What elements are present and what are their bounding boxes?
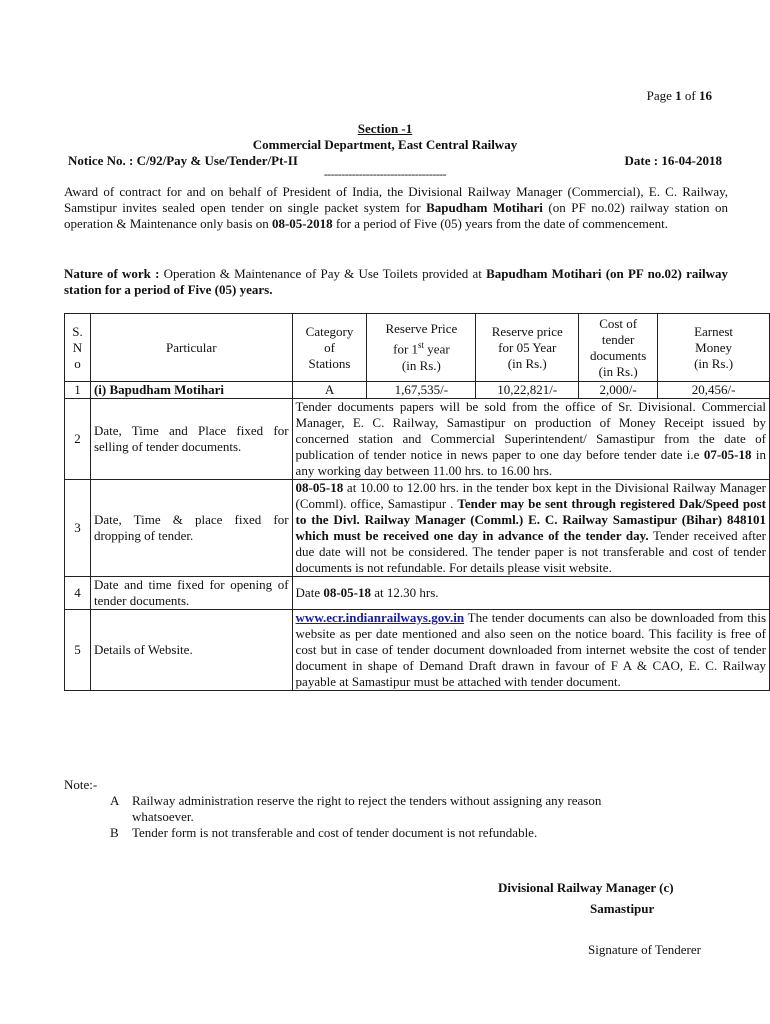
signatory-place: Samastipur	[590, 901, 655, 916]
page-number: Page 1 of 16	[646, 88, 712, 103]
opening-details: Date 08-05-18 at 12.30 hrs.	[292, 577, 769, 610]
table-row: 1 (i) Bapudham Motihari A 1,67,535/- 10,22,821/- 2,000/- 20,456/-	[65, 382, 770, 399]
table-row: 4 Date and time fixed for opening of tender documents. Date 08-05-18 at 12.30 hrs.	[65, 577, 770, 610]
dropping-details: 08-05-18 at 10.00 to 12.00 hrs. in the tender box kept in the Divisional Railway Manager (Comml). office, Samastipur . Tender may be sent through registered Dak/Speed post to the Divl. Railway Manager (Comml.) E. C. Railway Samastipur (Bihar) 848101 which must be received one day in advance of the tender day. Tender received after due date will not be considered. The tender paper is not transferable and cost of tender documents is not refundable. For details please visit website.	[292, 480, 769, 577]
header-sno: S. N o	[65, 314, 91, 382]
table-row: 5 Details of Website. www.ecr.indianrailways.gov.in The tender documents can also be downloaded from this website as per date mentioned and also seen on the notice board. This facility is free of cost but in case of tender document downloaded from internet website the cost of tender document in shape of Demand Draft drawn in favour of F A & CAO, E. C. Railway payable at Samastipur must be attached with tender document.	[65, 610, 770, 691]
header-particular: Particular	[90, 314, 292, 382]
cost-value: 2,000/-	[579, 382, 658, 399]
notice-number: Notice No. : C/92/Pay & Use/Tender/Pt-II	[68, 153, 298, 168]
tenderer-signature: Signature of Tenderer	[588, 942, 701, 957]
website-details: www.ecr.indianrailways.gov.in The tender documents can also be downloaded from this website as per date mentioned and also seen on the notice board. This facility is free of cost but in case of tender document downloaded from internet website the cost of tender document in shape of Demand Draft drawn in favour of F A & CAO, E. C. Railway payable at Samastipur must be attached with tender document.	[292, 610, 769, 691]
note-a: A Railway administration reserve the right to reject the tenders without assigning any reason	[110, 793, 602, 808]
header-reserve-1yr: Reserve Price for 1st year (in Rs.)	[367, 314, 476, 382]
section-title: Section -1	[357, 121, 413, 136]
header-divider: -----------------------------------	[323, 167, 447, 181]
category-value: A	[292, 382, 367, 399]
tender-table	[64, 313, 770, 691]
notice-date: Date : 16-04-2018	[624, 153, 722, 168]
station-name: (i) Bapudham Motihari	[90, 382, 292, 399]
header-earnest: Earnest Money (in Rs.)	[658, 314, 770, 382]
header-cost: Cost of tender documents (in Rs.)	[579, 314, 658, 382]
department-title: Commercial Department, East Central Railway	[252, 137, 518, 152]
nature-of-work: Nature of work : Operation & Maintenance of Pay & Use Toilets provided at Bapudham Motihari (on PF no.02) railway station for a period of Five (05) years.	[64, 266, 728, 297]
header-reserve-5yr: Reserve price for 05 Year (in Rs.)	[476, 314, 579, 382]
table-row: 3 Date, Time & place fixed for dropping of tender. 08-05-18 at 10.00 to 12.00 hrs. in the tender box kept in the Divisional Railway Manager (Comml). office, Samastipur . Tender may be sent through registered Dak/Speed post to the Divl. Railway Manager (Comml.) E. C. Railway Samastipur (Bihar) 848101 which must be received one day in advance of the tender day. Tender received after due date will not be considered. The tender paper is not transferable and cost of tender documents is not refundable. For details please visit website.	[65, 480, 770, 577]
table-header-row	[65, 314, 770, 382]
selling-details: Tender documents papers will be sold from the office of Sr. Divisional. Commercial Manager, E. C. Railway, Samastipur on production of Money Receipt issued by concerned station and Commercial Superintendent/ Samastipur from the date of publication of tender notice in news paper to one day before tender date i.e 07-05-18 in any working day between 11.00 hrs. to 16.00 hrs.	[292, 399, 769, 480]
signatory-title: Divisional Railway Manager (c)	[498, 880, 674, 895]
earnest-value: 20,456/-	[658, 382, 770, 399]
reserve-1yr-value: 1,67,535/-	[367, 382, 476, 399]
notes-section: Note:- A Railway administration reserve the right to reject the tenders without assigning any reason whatsoever. B Tender form is not transferable and cost of tender document is not refundable.	[64, 777, 744, 841]
table-row: 2 Date, Time and Place fixed for selling of tender documents. Tender documents papers will be sold from the office of Sr. Divisional. Commercial Manager, E. C. Railway, Samastipur on production of Money Receipt issued by concerned station and Commercial Superintendent/ Samastipur from the date of publication of tender notice in news paper to one day before tender date i.e 07-05-18 in any working day between 11.00 hrs. to 16.00 hrs.	[65, 399, 770, 480]
notes-label: Note:-	[64, 777, 98, 792]
header-category: Category of Stations	[292, 314, 367, 382]
reserve-5yr-value: 10,22,821/-	[476, 382, 579, 399]
note-b: B Tender form is not transferable and cost of tender document is not refundable.	[110, 825, 538, 840]
website-link[interactable]: www.ecr.indianrailways.gov.in	[295, 610, 465, 625]
intro-paragraph: Award of contract for and on behalf of President of India, the Divisional Railway Manager (Commercial), E. C. Railway, Samstipur invites sealed open tender on single packet system for Bapudham Motihari (on PF no.02) railway station on operation & Maintenance only basis on 08-05-2018 for a period of Five (05) years from the date of commencement.	[64, 184, 728, 231]
